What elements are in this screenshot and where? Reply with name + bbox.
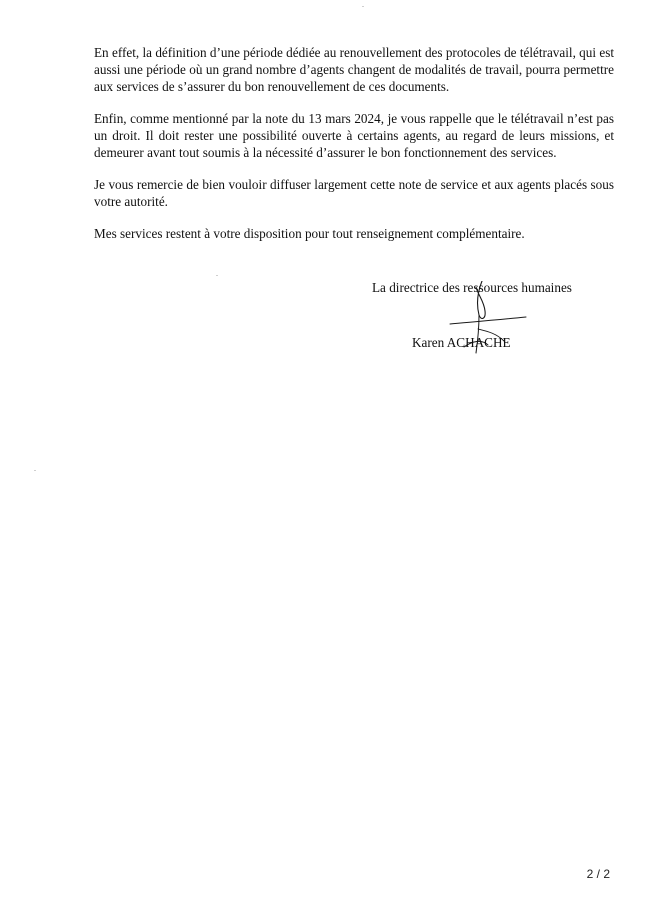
paragraph-renewal-period: En effet, la définition d’une période dédiée au renouvellement des protocoles de télétravail, qui est aussi une période où un grand nombre d’agents changent de modalités de travail, pourra permettre aux services de s’assurer du bon renouvellement de ces documents. <box>94 45 614 94</box>
signatory-title: La directrice des ressources humaines <box>372 280 572 295</box>
scan-speck <box>362 6 364 7</box>
paragraph-diffusion-request: Je vous remercie de bien vouloir diffuser largement cette note de service et aux agents placés sous votre autorité. <box>94 177 614 209</box>
scan-speck <box>34 470 36 471</box>
signatory-name: Karen ACHACHE <box>412 335 511 350</box>
paragraph-closing: Mes services restent à votre disposition pour tout renseignement complémentaire. <box>94 226 525 241</box>
page-number: 2 / 2 <box>586 867 610 881</box>
scan-speck <box>216 275 218 276</box>
signature-block <box>372 279 612 350</box>
paragraph-telework-not-a-right: Enfin, comme mentionné par la note du 13 mars 2024, je vous rappelle que le télétravail n’est pas un droit. Il doit rester une possibilité ouverte à certains agents, au regard de leurs missions, et demeurer avant tout soumis à la nécessité d’assurer le bon fonctionnement des services. <box>94 111 614 160</box>
letter-body <box>94 44 614 257</box>
